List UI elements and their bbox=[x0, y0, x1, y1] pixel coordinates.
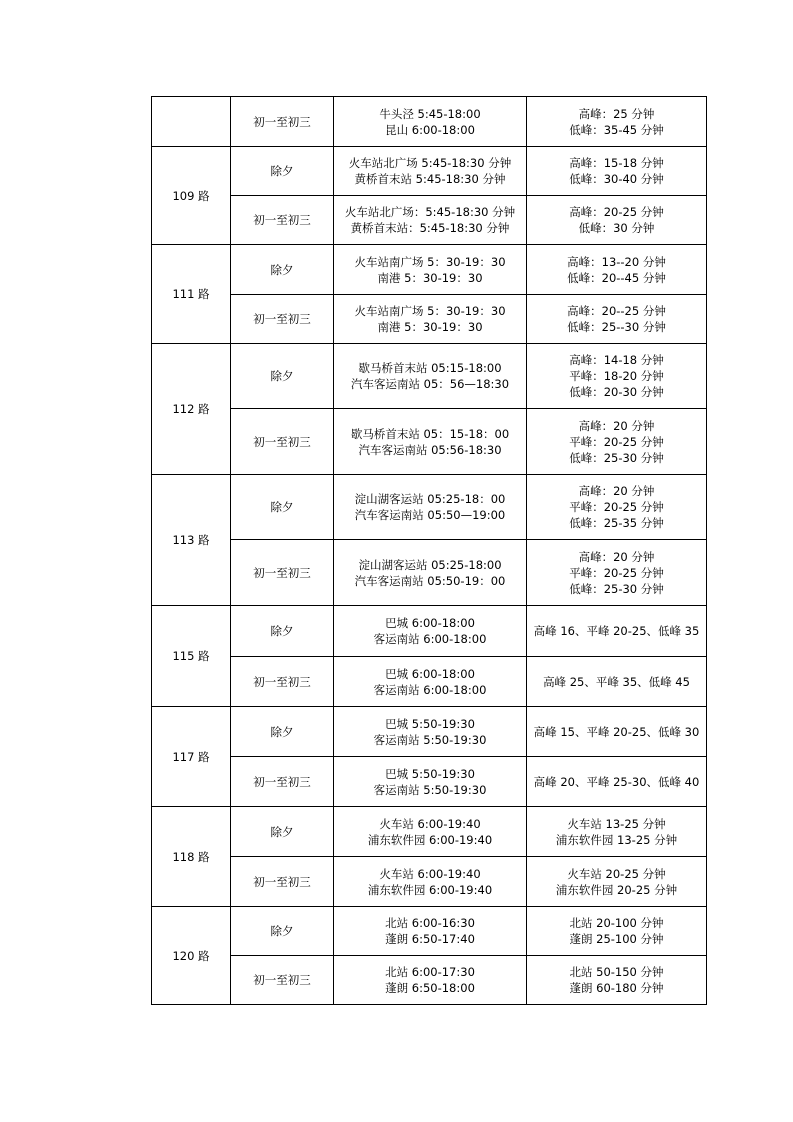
period-cell: 初一至初三 bbox=[231, 857, 334, 907]
interval-cell bbox=[527, 344, 707, 409]
interval-cell bbox=[527, 907, 707, 956]
hours-line: 浦东软件园 6:00-19:40 bbox=[367, 832, 493, 847]
table-row bbox=[152, 196, 707, 245]
period-cell: 初一至初三 bbox=[231, 757, 334, 807]
period-cell: 除夕 bbox=[231, 707, 334, 757]
route-cell: 117 路 bbox=[152, 707, 231, 807]
hours-line: 火车站南广场 5：30-19：30 bbox=[354, 304, 506, 318]
period-cell: 除夕 bbox=[231, 606, 334, 657]
route-cell: 113 路 bbox=[152, 475, 231, 606]
hours-line: 蓬朗 6:50-17:40 bbox=[385, 932, 475, 946]
interval-cell bbox=[527, 409, 707, 475]
interval-line: 火车站 13-25 分钟 bbox=[567, 816, 666, 831]
interval-cell bbox=[527, 857, 707, 907]
hours-line: 汽车客运南站 05：56—18:30 bbox=[350, 377, 510, 391]
interval-line: 高峰：14-18 分钟 bbox=[569, 353, 664, 367]
hours-line: 淀山湖客运站 05:25-18：00 bbox=[354, 492, 506, 506]
hours-line: 火车站北广场 5:45-18:30 分钟 bbox=[348, 156, 512, 170]
hours-cell bbox=[334, 475, 527, 540]
table-row bbox=[152, 757, 707, 807]
bus-schedule-table bbox=[151, 96, 707, 1005]
table-row bbox=[152, 147, 707, 196]
period-cell: 初一至初三 bbox=[231, 657, 334, 707]
hours-line: 黄桥首末站 5:45-18:30 分钟 bbox=[354, 172, 506, 186]
table-row bbox=[152, 807, 707, 857]
interval-line: 低峰：25-30 分钟 bbox=[569, 450, 664, 465]
route-cell: 111 路 bbox=[152, 245, 231, 344]
interval-line: 高峰 16、平峰 20-25、低峰 35 bbox=[533, 624, 700, 638]
route-cell: 112 路 bbox=[152, 344, 231, 475]
hours-cell bbox=[334, 807, 527, 857]
hours-cell bbox=[334, 606, 527, 657]
hours-cell bbox=[334, 907, 527, 956]
interval-line: 北站 20-100 分钟 bbox=[569, 916, 664, 930]
interval-line: 北站 50-150 分钟 bbox=[569, 965, 664, 979]
interval-cell bbox=[527, 956, 707, 1005]
hours-line: 巴城 5:50-19:30 bbox=[385, 766, 475, 781]
hours-line: 北站 6:00-16:30 bbox=[385, 916, 475, 930]
hours-line: 北站 6:00-17:30 bbox=[385, 965, 475, 979]
table-row bbox=[152, 707, 707, 757]
interval-line: 高峰：25 分钟 bbox=[578, 106, 655, 121]
interval-line: 高峰：20 分钟 bbox=[578, 549, 655, 564]
hours-line: 客运南站 6:00-18:00 bbox=[373, 682, 487, 697]
hours-line: 巴城 5:50-19:30 bbox=[385, 716, 475, 731]
interval-cell bbox=[527, 707, 707, 757]
interval-cell bbox=[527, 475, 707, 540]
hours-line: 汽车客运南站 05:50—19:00 bbox=[354, 508, 506, 522]
interval-line: 低峰：20-30 分钟 bbox=[569, 385, 664, 399]
interval-line: 平峰：18-20 分钟 bbox=[569, 369, 664, 383]
hours-line: 火车站北广场：5:45-18:30 分钟 bbox=[344, 205, 516, 219]
hours-line: 蓬朗 6:50-18:00 bbox=[385, 981, 475, 995]
route-cell: 109 路 bbox=[152, 147, 231, 245]
interval-line: 蓬朗 60-180 分钟 bbox=[569, 981, 664, 995]
hours-line: 客运南站 5:50-19:30 bbox=[373, 782, 487, 797]
route-cell: 118 路 bbox=[152, 807, 231, 907]
interval-line: 高峰 25、平峰 35、低峰 45 bbox=[543, 674, 690, 689]
hours-line: 汽车客运南站 05:50-19：00 bbox=[354, 573, 506, 588]
period-cell: 初一至初三 bbox=[231, 409, 334, 475]
table-row bbox=[152, 344, 707, 409]
hours-cell bbox=[334, 707, 527, 757]
period-cell: 初一至初三 bbox=[231, 295, 334, 344]
period-cell: 除夕 bbox=[231, 807, 334, 857]
interval-line: 高峰：20 分钟 bbox=[578, 418, 655, 433]
table-row bbox=[152, 956, 707, 1005]
interval-cell bbox=[527, 196, 707, 245]
period-cell: 初一至初三 bbox=[231, 540, 334, 606]
hours-line: 淀山湖客运站 05:25-18:00 bbox=[358, 557, 502, 572]
hours-line: 歇马桥首末站 05：15-18：00 bbox=[350, 426, 510, 441]
hours-cell bbox=[334, 757, 527, 807]
interval-line: 低峰：35-45 分钟 bbox=[569, 122, 664, 137]
interval-line: 低峰：30 分钟 bbox=[578, 221, 655, 235]
hours-cell bbox=[334, 409, 527, 475]
interval-line: 高峰：20--25 分钟 bbox=[567, 304, 666, 318]
interval-line: 低峰：25--30 分钟 bbox=[567, 320, 666, 334]
period-cell: 初一至初三 bbox=[231, 956, 334, 1005]
interval-line: 平峰：20-25 分钟 bbox=[569, 434, 664, 449]
hours-line: 牛头泾 5:45-18:00 bbox=[379, 106, 481, 121]
interval-line: 浦东软件园 13-25 分钟 bbox=[555, 832, 678, 847]
interval-cell bbox=[527, 245, 707, 295]
interval-line: 高峰：15-18 分钟 bbox=[569, 156, 664, 170]
interval-line: 低峰：25-35 分钟 bbox=[569, 516, 664, 530]
hours-line: 汽车客运南站 05:56-18:30 bbox=[358, 442, 502, 457]
interval-line: 火车站 20-25 分钟 bbox=[567, 866, 666, 881]
table-row bbox=[152, 97, 707, 147]
interval-cell bbox=[527, 757, 707, 807]
hours-line: 南港 5：30-19：30 bbox=[377, 320, 483, 334]
hours-line: 客运南站 6:00-18:00 bbox=[373, 632, 487, 646]
hours-line: 昆山 6:00-18:00 bbox=[385, 122, 475, 137]
interval-cell bbox=[527, 295, 707, 344]
interval-cell bbox=[527, 147, 707, 196]
hours-cell bbox=[334, 956, 527, 1005]
interval-line: 蓬朗 25-100 分钟 bbox=[569, 932, 664, 946]
interval-line: 低峰：30-40 分钟 bbox=[569, 172, 664, 186]
route-cell: 115 路 bbox=[152, 606, 231, 707]
table-row bbox=[152, 475, 707, 540]
hours-line: 黄桥首末站：5:45-18:30 分钟 bbox=[350, 221, 510, 235]
hours-line: 浦东软件园 6:00-19:40 bbox=[367, 882, 493, 897]
interval-line: 浦东软件园 20-25 分钟 bbox=[555, 882, 678, 897]
hours-line: 巴城 6:00-18:00 bbox=[385, 666, 475, 681]
table-row bbox=[152, 606, 707, 657]
period-cell: 除夕 bbox=[231, 344, 334, 409]
interval-cell bbox=[527, 606, 707, 657]
hours-line: 火车站 6:00-19:40 bbox=[379, 866, 481, 881]
route-cell bbox=[152, 97, 231, 147]
interval-line: 高峰：20-25 分钟 bbox=[569, 205, 664, 219]
interval-line: 高峰 15、平峰 20-25、低峰 30 bbox=[533, 724, 700, 739]
interval-cell bbox=[527, 807, 707, 857]
hours-cell bbox=[334, 245, 527, 295]
interval-cell bbox=[527, 97, 707, 147]
table-row bbox=[152, 295, 707, 344]
interval-line: 平峰：20-25 分钟 bbox=[569, 565, 664, 580]
period-cell: 初一至初三 bbox=[231, 97, 334, 147]
interval-cell bbox=[527, 540, 707, 606]
hours-cell bbox=[334, 344, 527, 409]
table-row bbox=[152, 857, 707, 907]
table-row bbox=[152, 245, 707, 295]
hours-cell bbox=[334, 295, 527, 344]
interval-line: 低峰：20--45 分钟 bbox=[567, 270, 666, 285]
table-row bbox=[152, 907, 707, 956]
period-cell: 除夕 bbox=[231, 147, 334, 196]
period-cell: 除夕 bbox=[231, 475, 334, 540]
period-cell: 除夕 bbox=[231, 245, 334, 295]
hours-line: 火车站 6:00-19:40 bbox=[379, 816, 481, 831]
period-cell: 初一至初三 bbox=[231, 196, 334, 245]
table-row bbox=[152, 540, 707, 606]
table-row bbox=[152, 657, 707, 707]
hours-line: 火车站南广场 5：30-19：30 bbox=[354, 254, 506, 269]
route-cell: 120 路 bbox=[152, 907, 231, 1005]
hours-cell bbox=[334, 540, 527, 606]
hours-cell bbox=[334, 657, 527, 707]
interval-line: 低峰：25-30 分钟 bbox=[569, 581, 664, 596]
schedule-body bbox=[152, 97, 707, 1005]
hours-line: 巴城 6:00-18:00 bbox=[385, 616, 475, 630]
hours-line: 客运南站 5:50-19:30 bbox=[373, 732, 487, 747]
hours-line: 南港 5：30-19：30 bbox=[377, 270, 483, 285]
hours-cell bbox=[334, 857, 527, 907]
interval-cell bbox=[527, 657, 707, 707]
hours-cell bbox=[334, 196, 527, 245]
interval-line: 高峰 20、平峰 25-30、低峰 40 bbox=[533, 774, 700, 789]
interval-line: 高峰：20 分钟 bbox=[578, 484, 655, 498]
hours-cell bbox=[334, 97, 527, 147]
table-row bbox=[152, 409, 707, 475]
period-cell: 除夕 bbox=[231, 907, 334, 956]
interval-line: 高峰：13--20 分钟 bbox=[567, 254, 666, 269]
hours-cell bbox=[334, 147, 527, 196]
interval-line: 平峰：20-25 分钟 bbox=[569, 500, 664, 514]
hours-line: 歇马桥首末站 05:15-18:00 bbox=[358, 361, 502, 375]
